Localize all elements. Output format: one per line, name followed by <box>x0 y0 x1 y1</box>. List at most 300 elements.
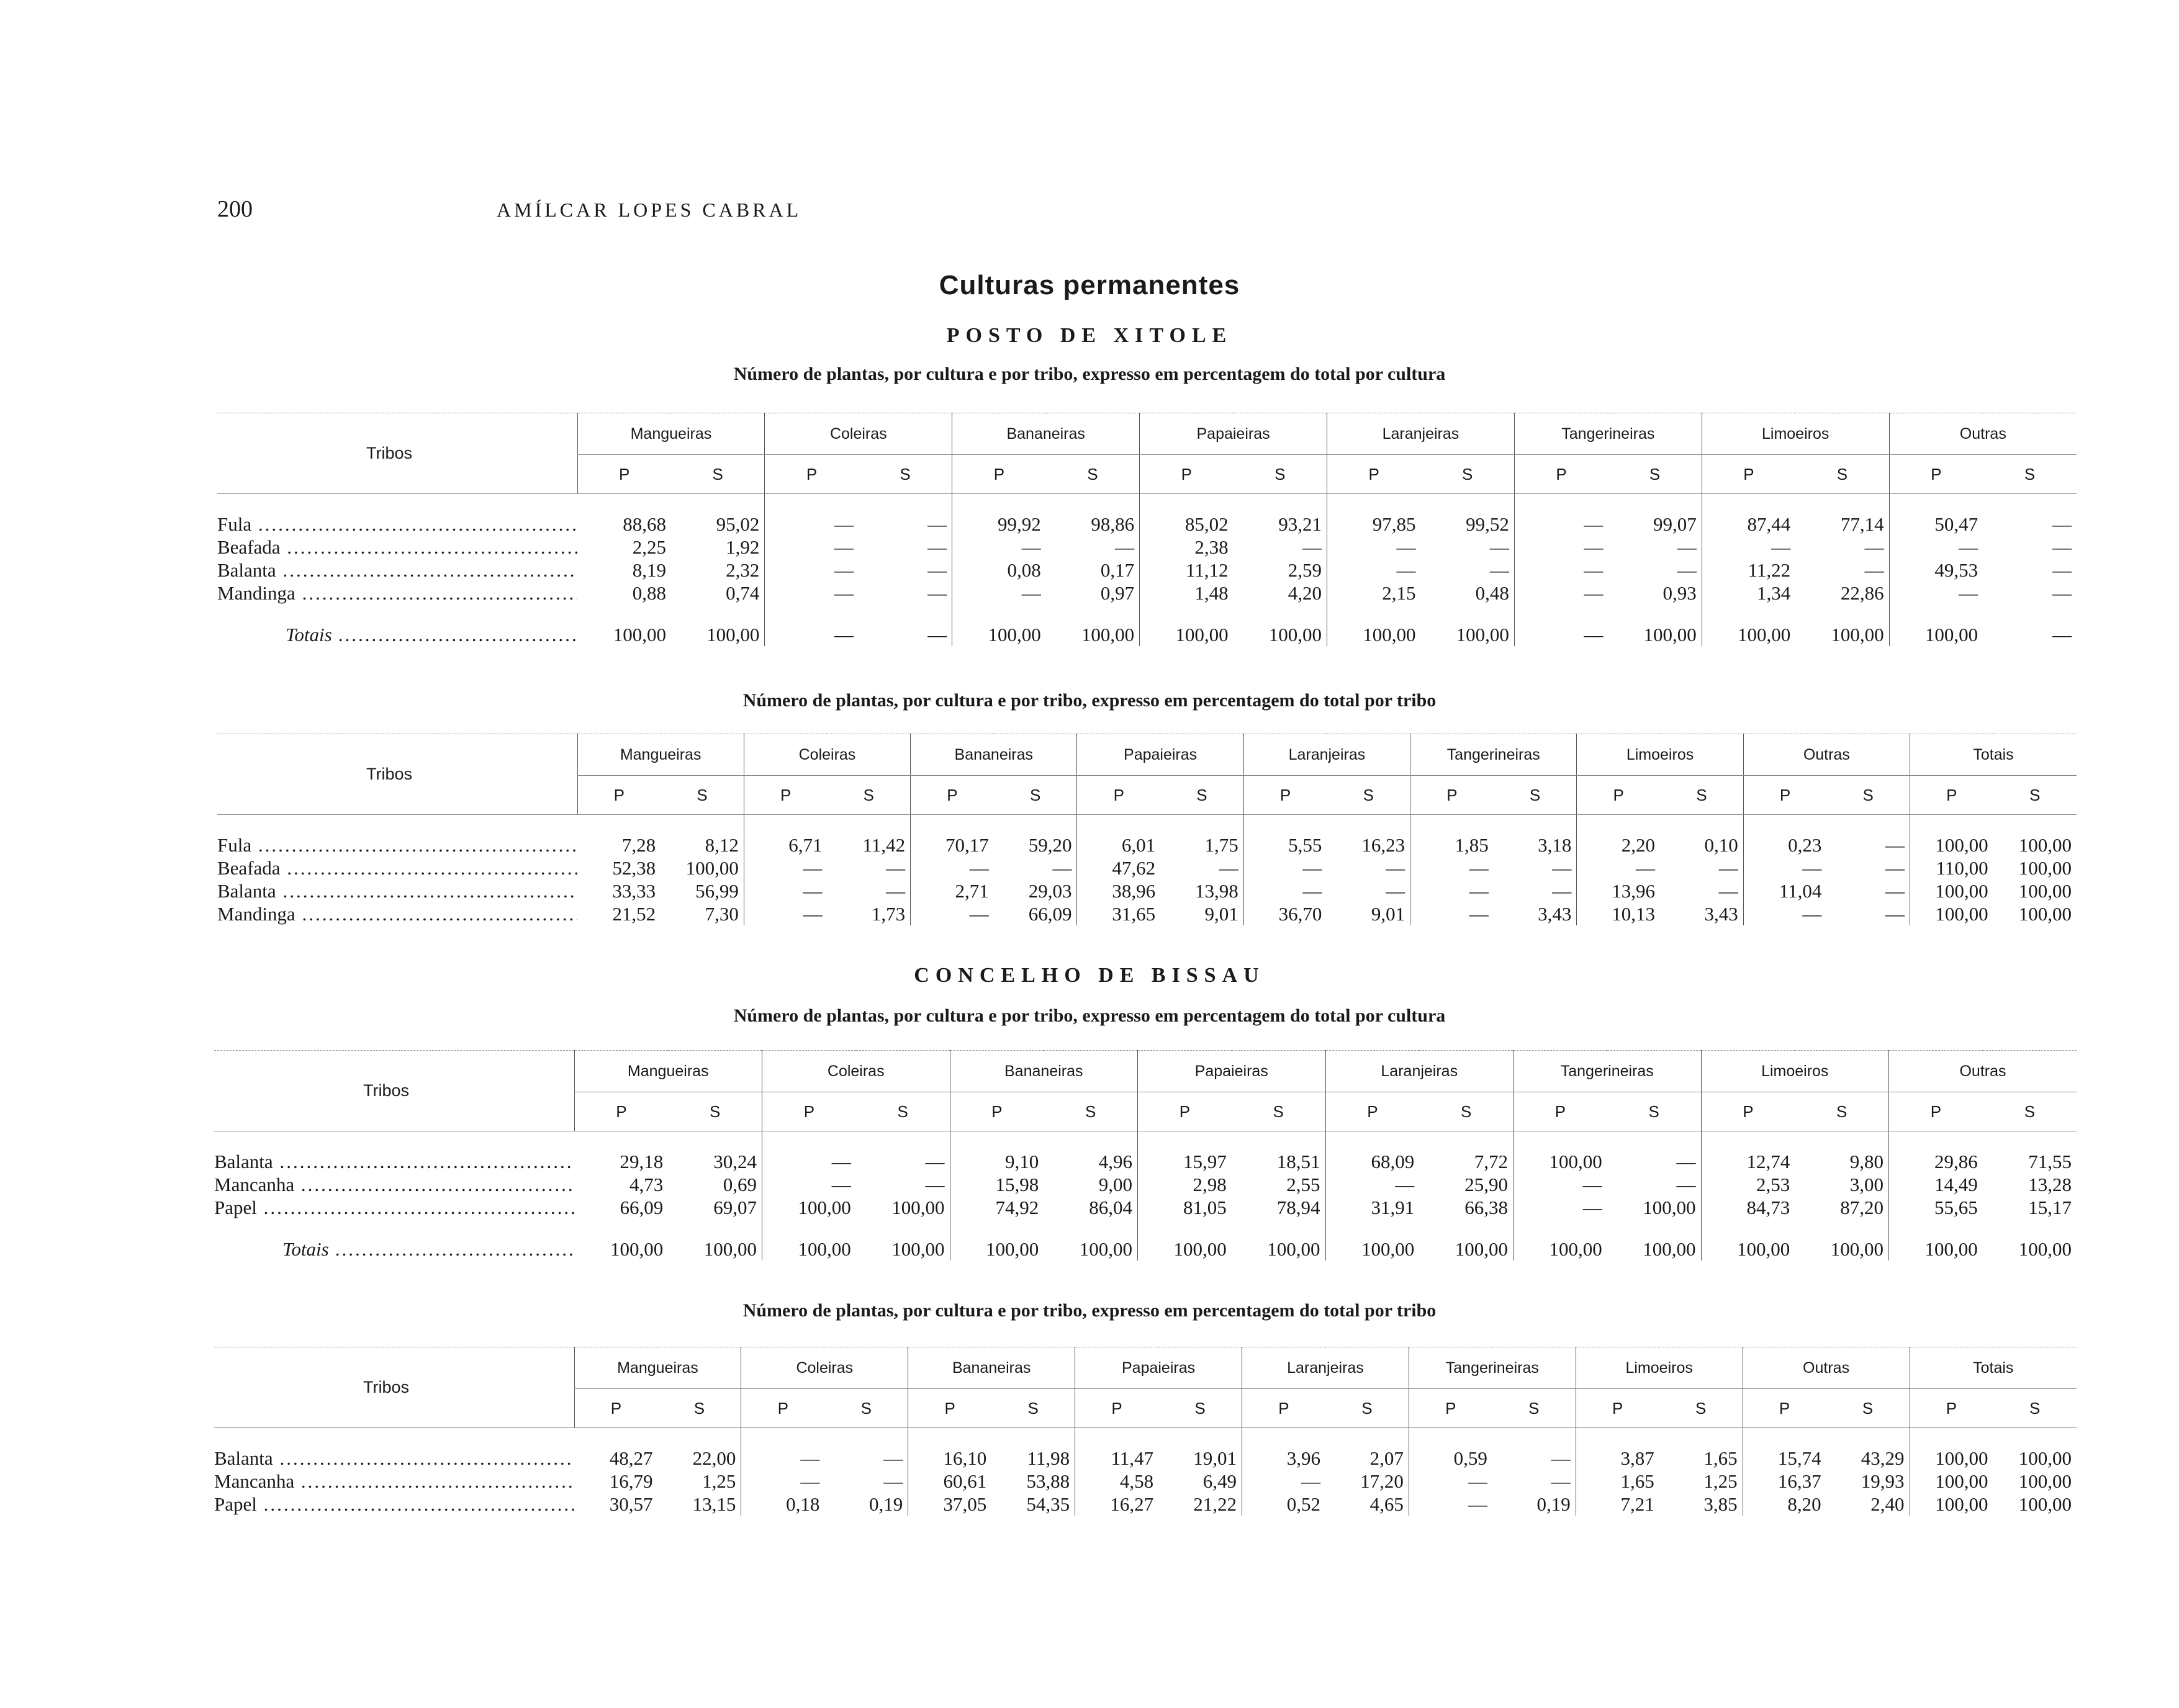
column-header-bananeiras: Bananeiras <box>908 1347 1075 1389</box>
table-cell: 7,72 <box>1474 1151 1508 1172</box>
subheader-p-limoeiros: P <box>1701 1092 1795 1131</box>
section-title-bissau: CONCELHO DE BISSAU <box>914 964 1265 987</box>
table-cell: — <box>741 1470 824 1493</box>
table-2-caption: Número de plantas, por cultura e por tribo, expresso em percentagem do total por tribo <box>742 690 1437 711</box>
table-cell: 3,43 <box>1704 903 1738 925</box>
table-cell: — <box>1885 834 1905 856</box>
table-cell: 99,92 <box>952 494 1046 536</box>
subheader-s-outras: S <box>1826 776 1910 815</box>
table-cell: 8,20 <box>1743 1493 1826 1516</box>
table-cell: 9,80 <box>1849 1151 1884 1172</box>
table-cell: 18,51 <box>1276 1151 1320 1172</box>
table-cell: 37,05 <box>908 1493 991 1516</box>
table-cell: 74,92 <box>950 1196 1044 1219</box>
column-header-papaieiras: Papaieiras <box>1077 734 1243 776</box>
table-cell: 0,74 <box>726 582 760 604</box>
table-cell: 99,07 <box>1653 513 1697 535</box>
table-row <box>214 1493 2077 1516</box>
total-cell: 100,00 <box>1889 605 1983 646</box>
totals-row <box>217 605 2077 646</box>
subheader-s-limoeiros: S <box>1795 1092 1888 1131</box>
table-cell: 70,17 <box>911 815 994 857</box>
table-cell: — <box>1889 536 1983 559</box>
total-cell: 100,00 <box>1456 624 1509 645</box>
tribe-label: Mandinga ..... <box>217 582 577 605</box>
table-cell: 2,59 <box>1288 559 1322 581</box>
table-cell: 88,68 <box>623 513 666 535</box>
total-cell: 100,00 <box>613 624 666 645</box>
table-cell: 1,65 <box>1576 1470 1659 1493</box>
subheader-p-mangueiras: P <box>577 776 661 815</box>
table-cell: — <box>1327 559 1421 582</box>
subheader-s-bananeiras: S <box>991 1389 1075 1428</box>
tribos-header: Tribos <box>214 1347 574 1428</box>
total-cell: — <box>765 605 859 646</box>
total-cell: 100,00 <box>1327 605 1421 646</box>
table-cell: — <box>1514 1173 1607 1196</box>
table-1-xitole-by-culture <box>217 413 2077 646</box>
table-cell: — <box>1410 902 1494 925</box>
total-cell: 100,00 <box>1889 1219 1983 1261</box>
table-cell: 1,65 <box>1703 1447 1738 1469</box>
table-cell: 0,08 <box>952 559 1046 582</box>
subheader-p-laranjeiras: P <box>1242 1389 1325 1428</box>
table-cell: 2,98 <box>1138 1173 1232 1196</box>
table-cell: 3,43 <box>1538 903 1572 925</box>
column-header-bananeiras: Bananeiras <box>950 1051 1138 1092</box>
column-header-mangueiras: Mangueiras <box>574 1051 762 1092</box>
table-cell: 13,15 <box>692 1493 736 1515</box>
subheader-s-limoeiros: S <box>1660 776 1743 815</box>
table-cell: 0,93 <box>1662 582 1697 604</box>
table-cell: 0,69 <box>723 1174 757 1195</box>
table-cell: — <box>762 1173 856 1196</box>
subheader-s-mangueiras: S <box>668 1092 762 1131</box>
subheader-s-laranjeiras: S <box>1420 455 1514 494</box>
table-cell: 100,00 <box>891 1197 945 1218</box>
column-header-laranjeiras: Laranjeiras <box>1242 1347 1409 1389</box>
subheader-p-outras: P <box>1743 776 1826 815</box>
table-cell: — <box>1552 880 1572 902</box>
table-cell: 2,71 <box>911 879 994 902</box>
subheader-s-laranjeiras: S <box>1325 1389 1409 1428</box>
total-cell: 100,00 <box>1081 624 1135 645</box>
table-cell: 12,74 <box>1701 1131 1795 1174</box>
subheader-p-laranjeiras: P <box>1243 776 1327 815</box>
total-cell: 100,00 <box>1267 1238 1320 1260</box>
table-row <box>214 1196 2077 1219</box>
subheader-p-bananeiras: P <box>950 1092 1044 1131</box>
tribe-label: Balanta ..... <box>214 1428 574 1470</box>
table-cell: — <box>1489 559 1509 581</box>
total-cell: 100,00 <box>1138 1219 1232 1261</box>
table-1-caption: Número de plantas, por cultura e por tribo, expresso em percentagem do total por cultura <box>733 364 1446 384</box>
total-cell: — <box>2052 624 2072 645</box>
tribe-label: Papel ..... <box>214 1196 574 1219</box>
column-header-outras: Outras <box>1889 413 2077 455</box>
subheader-p-mangueiras: P <box>574 1092 668 1131</box>
table-cell: 0,18 <box>741 1493 824 1516</box>
subheader-s-tangerineiras: S <box>1608 455 1702 494</box>
table-cell: — <box>1489 536 1509 558</box>
table-cell: 6,49 <box>1202 1470 1237 1492</box>
table-cell: 11,42 <box>862 834 906 856</box>
table-cell: — <box>883 1447 903 1469</box>
table-cell: 0,19 <box>869 1493 903 1515</box>
table-cell: 97,85 <box>1327 494 1421 536</box>
table-cell: 2,38 <box>1140 536 1234 559</box>
table-row <box>217 559 2077 582</box>
column-header-tangerineiras: Tangerineiras <box>1514 413 1702 455</box>
table-cell: — <box>1302 536 1322 558</box>
total-cell: 100,00 <box>1701 1219 1795 1261</box>
subheader-p-coleiras: P <box>765 455 859 494</box>
column-header-laranjeiras: Laranjeiras <box>1327 413 1515 455</box>
table-cell: — <box>1676 1174 1696 1195</box>
tribos-header: Tribos <box>217 734 577 815</box>
table-cell: 1,75 <box>1204 834 1238 856</box>
table-cell: 1,73 <box>871 903 906 925</box>
total-cell: 100,00 <box>610 1238 664 1260</box>
table-cell: — <box>925 1174 945 1195</box>
table-cell: 93,21 <box>1278 513 1322 535</box>
subheader-p-laranjeiras: P <box>1325 1092 1419 1131</box>
table-cell: 8,12 <box>705 834 739 856</box>
table-cell: 19,93 <box>1861 1470 1905 1492</box>
total-cell: 100,00 <box>1325 1219 1419 1261</box>
table-cell: 1,25 <box>1703 1470 1738 1492</box>
table-cell: 13,96 <box>1577 879 1660 902</box>
table-cell: 100,00 <box>2018 834 2072 856</box>
table-cell: 87,20 <box>1840 1197 1884 1218</box>
table-cell: — <box>883 1470 903 1492</box>
table-cell: 0,19 <box>1536 1493 1571 1515</box>
table-cell: 9,10 <box>950 1131 1044 1174</box>
table-cell: 49,53 <box>1889 559 1983 582</box>
table-cell: 100,00 <box>762 1196 856 1219</box>
table-cell: — <box>1514 559 1608 582</box>
table-cell: — <box>762 1131 856 1174</box>
subheader-p-outras: P <box>1889 455 1983 494</box>
subheader-p-limoeiros: P <box>1577 776 1660 815</box>
subheader-p-outras: P <box>1889 1092 1983 1131</box>
table-cell: — <box>1386 857 1405 879</box>
table-cell: 2,53 <box>1701 1173 1795 1196</box>
table-cell: — <box>2052 559 2072 581</box>
subheader-s-outras: S <box>1826 1389 1910 1428</box>
table-cell: 66,09 <box>1028 903 1072 925</box>
column-header-papaieiras: Papaieiras <box>1140 413 1327 455</box>
table-cell: 1,48 <box>1140 582 1234 605</box>
subheader-p-coleiras: P <box>762 1092 856 1131</box>
table-cell: 100,00 <box>1643 1197 1696 1218</box>
table-cell: 59,20 <box>1028 834 1072 856</box>
table-cell: 1,34 <box>1702 582 1795 605</box>
table-cell: 16,79 <box>609 1470 653 1492</box>
table-cell: — <box>1410 856 1494 879</box>
table-cell: — <box>911 902 994 925</box>
total-cell: 100,00 <box>891 1238 945 1260</box>
table-cell: 15,74 <box>1743 1428 1826 1470</box>
table-cell: — <box>1718 880 1738 902</box>
subheader-s-papaieiras: S <box>1158 1389 1242 1428</box>
subheader-s-bananeiras: S <box>1044 1092 1137 1131</box>
table-cell: 11,04 <box>1743 879 1826 902</box>
table-cell: 1,85 <box>1410 815 1494 857</box>
column-header-mangueiras: Mangueiras <box>577 413 765 455</box>
subheader-s-papaieiras: S <box>1234 455 1327 494</box>
table-cell: 4,20 <box>1288 582 1322 604</box>
table-3-bissau-by-culture <box>214 1050 2077 1261</box>
table-cell: — <box>927 536 947 558</box>
total-cell: 100,00 <box>1455 1238 1508 1260</box>
total-cell: 100,00 <box>1831 624 1884 645</box>
total-cell: 100,00 <box>2018 1238 2072 1260</box>
table-cell: 95,02 <box>716 513 760 535</box>
table-cell: — <box>2052 513 2072 535</box>
table-cell: — <box>1243 856 1327 879</box>
table-cell: 84,73 <box>1701 1196 1795 1219</box>
table-cell: — <box>1219 857 1238 879</box>
tribos-header: Tribos <box>214 1051 574 1131</box>
total-cell: — <box>927 624 947 645</box>
table-cell: 99,52 <box>1466 513 1509 535</box>
table-cell: — <box>1718 857 1738 879</box>
table-cell: 100,00 <box>1910 902 1993 925</box>
table-cell: 100,00 <box>1910 1493 1993 1516</box>
table-cell: — <box>744 902 827 925</box>
table-cell: — <box>1885 857 1905 879</box>
total-cell: 100,00 <box>1514 1219 1607 1261</box>
subheader-s-coleiras: S <box>824 1389 908 1428</box>
table-cell: 3,00 <box>1849 1174 1884 1195</box>
table-cell: 100,00 <box>1910 879 1993 902</box>
table-cell: — <box>744 879 827 902</box>
table-cell: — <box>1514 494 1608 536</box>
section-title-xitole: POSTO DE XITOLE <box>946 324 1233 347</box>
table-cell: 43,29 <box>1861 1447 1905 1469</box>
table-cell: — <box>927 513 947 535</box>
subheader-p-bananeiras: P <box>952 455 1046 494</box>
table-cell: 10,13 <box>1577 902 1660 925</box>
table-cell: — <box>927 582 947 604</box>
column-header-bananeiras: Bananeiras <box>911 734 1077 776</box>
table-cell: 100,00 <box>1910 1428 1993 1470</box>
column-header-tangerineiras: Tangerineiras <box>1514 1051 1702 1092</box>
subheader-s-coleiras: S <box>859 455 952 494</box>
table-cell: 100,00 <box>2018 1447 2072 1469</box>
subheader-p-coleiras: P <box>744 776 827 815</box>
table-cell: — <box>1743 902 1826 925</box>
subheader-s-outras: S <box>1983 455 2077 494</box>
table-cell: 16,23 <box>1361 834 1405 856</box>
table-cell: 19,01 <box>1193 1447 1237 1469</box>
table-cell: — <box>765 494 859 536</box>
table-cell: 16,10 <box>908 1428 991 1470</box>
table-cell: 1,25 <box>702 1470 736 1492</box>
subheader-s-laranjeiras: S <box>1419 1092 1513 1131</box>
table-cell: 5,55 <box>1243 815 1327 857</box>
table-cell: 3,87 <box>1576 1428 1659 1470</box>
subheader-s-bananeiras: S <box>1046 455 1140 494</box>
table-cell: — <box>765 536 859 559</box>
table-cell: 81,05 <box>1138 1196 1232 1219</box>
table-cell: 15,97 <box>1138 1131 1232 1174</box>
table-cell: — <box>1702 536 1795 559</box>
table-cell: 4,73 <box>629 1174 664 1195</box>
column-header-limoeiros: Limoeiros <box>1576 1347 1743 1389</box>
total-cell: 100,00 <box>1830 1238 1884 1260</box>
table-cell: 15,98 <box>950 1173 1044 1196</box>
subheader-s-papaieiras: S <box>1232 1092 1325 1131</box>
table-cell: 30,57 <box>609 1493 653 1515</box>
table-cell: 2,07 <box>1369 1447 1404 1469</box>
table-cell: 2,55 <box>1286 1174 1320 1195</box>
subheader-s-totais: S <box>1993 1389 2077 1428</box>
column-header-mangueiras: Mangueiras <box>577 734 744 776</box>
table-cell: 0,17 <box>1100 559 1135 581</box>
totals-label: Totais ..... <box>217 605 577 646</box>
column-header-papaieiras: Papaieiras <box>1075 1347 1242 1389</box>
table-cell: — <box>1551 1470 1571 1492</box>
table-cell: — <box>1386 880 1405 902</box>
table-cell: 25,90 <box>1464 1174 1508 1195</box>
table-cell: 9,01 <box>1371 903 1405 925</box>
table-cell: 36,70 <box>1243 902 1327 925</box>
table-cell: — <box>911 856 994 879</box>
column-header-coleiras: Coleiras <box>765 413 952 455</box>
table-cell: 13,98 <box>1195 880 1238 902</box>
table-cell: 33,33 <box>612 880 656 902</box>
table-cell: — <box>1864 536 1884 558</box>
table-cell: 110,00 <box>1910 856 1993 879</box>
table-cell: — <box>1514 536 1608 559</box>
table-cell: 98,86 <box>1091 513 1135 535</box>
table-cell: 31,65 <box>1077 902 1160 925</box>
running-head-author: AMÍLCAR LOPES CABRAL <box>497 199 802 221</box>
tribe-label: Fula ..... <box>217 494 577 536</box>
table-cell: 17,20 <box>1360 1470 1404 1492</box>
table-4-bissau-by-tribe <box>214 1347 2077 1516</box>
table-cell: 22,00 <box>692 1447 736 1469</box>
total-cell: 100,00 <box>1140 605 1234 646</box>
table-cell: — <box>2052 582 2072 604</box>
column-header-papaieiras: Papaieiras <box>1138 1051 1326 1092</box>
table-cell: — <box>1743 856 1826 879</box>
table-cell: 4,96 <box>1098 1151 1132 1172</box>
table-row <box>214 1173 2077 1196</box>
table-cell: 2,15 <box>1327 582 1421 605</box>
table-cell: 2,20 <box>1577 815 1660 857</box>
column-header-coleiras: Coleiras <box>762 1051 950 1092</box>
subheader-s-outras: S <box>1983 1092 2077 1131</box>
table-cell: 100,00 <box>2018 1493 2072 1515</box>
table-cell: 16,37 <box>1743 1470 1826 1493</box>
subheader-s-bananeiras: S <box>994 776 1077 815</box>
column-header-laranjeiras: Laranjeiras <box>1325 1051 1514 1092</box>
subheader-s-coleiras: S <box>827 776 910 815</box>
table-row <box>217 879 2077 902</box>
subheader-p-limoeiros: P <box>1702 455 1795 494</box>
table-row <box>214 1428 2077 1470</box>
table-cell: — <box>1677 559 1697 581</box>
table-cell: 7,30 <box>705 903 739 925</box>
table-cell: 66,38 <box>1464 1197 1508 1218</box>
table-cell: 38,96 <box>1077 879 1160 902</box>
column-header-limoeiros: Limoeiros <box>1702 413 1889 455</box>
tribe-label: Balanta ..... <box>214 1131 574 1174</box>
tribe-label: Mancanha ..... <box>214 1173 574 1196</box>
subheader-p-papaieiras: P <box>1140 455 1234 494</box>
table-cell: 100,00 <box>2018 1470 2072 1492</box>
table-cell: 16,27 <box>1075 1493 1158 1516</box>
table-cell: 100,00 <box>1514 1131 1607 1174</box>
total-cell: 100,00 <box>952 605 1046 646</box>
subheader-s-totais: S <box>1993 776 2077 815</box>
table-cell: — <box>1552 857 1572 879</box>
column-header-outras: Outras <box>1889 1051 2077 1092</box>
table-cell: 52,38 <box>612 857 656 879</box>
subheader-p-papaieiras: P <box>1138 1092 1232 1131</box>
table-cell: 9,01 <box>1204 903 1238 925</box>
tribe-label: Beafada ..... <box>217 536 577 559</box>
table-cell: — <box>1551 1447 1571 1469</box>
page-number: 200 <box>217 196 253 222</box>
table-cell: 1,92 <box>726 536 760 558</box>
table-row <box>217 815 2077 857</box>
column-header-coleiras: Coleiras <box>744 734 910 776</box>
table-cell: 68,09 <box>1325 1131 1419 1174</box>
total-cell: 100,00 <box>1079 1238 1132 1260</box>
column-header-bananeiras: Bananeiras <box>952 413 1140 455</box>
table-cell: — <box>1115 536 1135 558</box>
table-cell: 11,47 <box>1075 1428 1158 1470</box>
table-cell: 0,59 <box>1409 1428 1492 1470</box>
table-cell: 11,12 <box>1140 559 1234 582</box>
table-cell: 7,28 <box>621 834 656 856</box>
table-cell: 48,27 <box>609 1447 653 1469</box>
table-cell: 2,25 <box>632 536 666 558</box>
tribe-label: Mancanha ..... <box>214 1470 574 1493</box>
total-cell: 100,00 <box>1702 605 1795 646</box>
tribe-label: Beafada ..... <box>217 856 577 879</box>
table-cell: 6,71 <box>744 815 827 857</box>
subheader-s-coleiras: S <box>856 1092 950 1131</box>
table-row <box>217 494 2077 536</box>
column-header-totais: Totais <box>1910 1347 2077 1389</box>
subheader-p-papaieiras: P <box>1075 1389 1158 1428</box>
table-cell: 54,35 <box>1026 1493 1070 1515</box>
table-cell: 6,01 <box>1077 815 1160 857</box>
totals-row <box>214 1219 2077 1261</box>
subheader-p-outras: P <box>1743 1389 1826 1428</box>
subheader-p-tangerineiras: P <box>1409 1389 1492 1428</box>
subheader-s-tangerineiras: S <box>1492 1389 1576 1428</box>
table-cell: — <box>765 582 859 605</box>
table-cell: — <box>1514 1196 1607 1219</box>
table-cell: 11,98 <box>1027 1447 1070 1469</box>
table-cell: — <box>2052 536 2072 558</box>
table-cell: — <box>744 856 827 879</box>
table-cell: — <box>1864 559 1884 581</box>
total-cell: 100,00 <box>1268 624 1322 645</box>
subheader-s-tangerineiras: S <box>1494 776 1577 815</box>
tribe-label: Balanta ..... <box>217 559 577 582</box>
subheader-p-limoeiros: P <box>1576 1389 1659 1428</box>
tribe-label: Mandinga ..... <box>217 902 577 925</box>
total-cell: 100,00 <box>1643 624 1697 645</box>
table-cell: 3,96 <box>1242 1428 1325 1470</box>
